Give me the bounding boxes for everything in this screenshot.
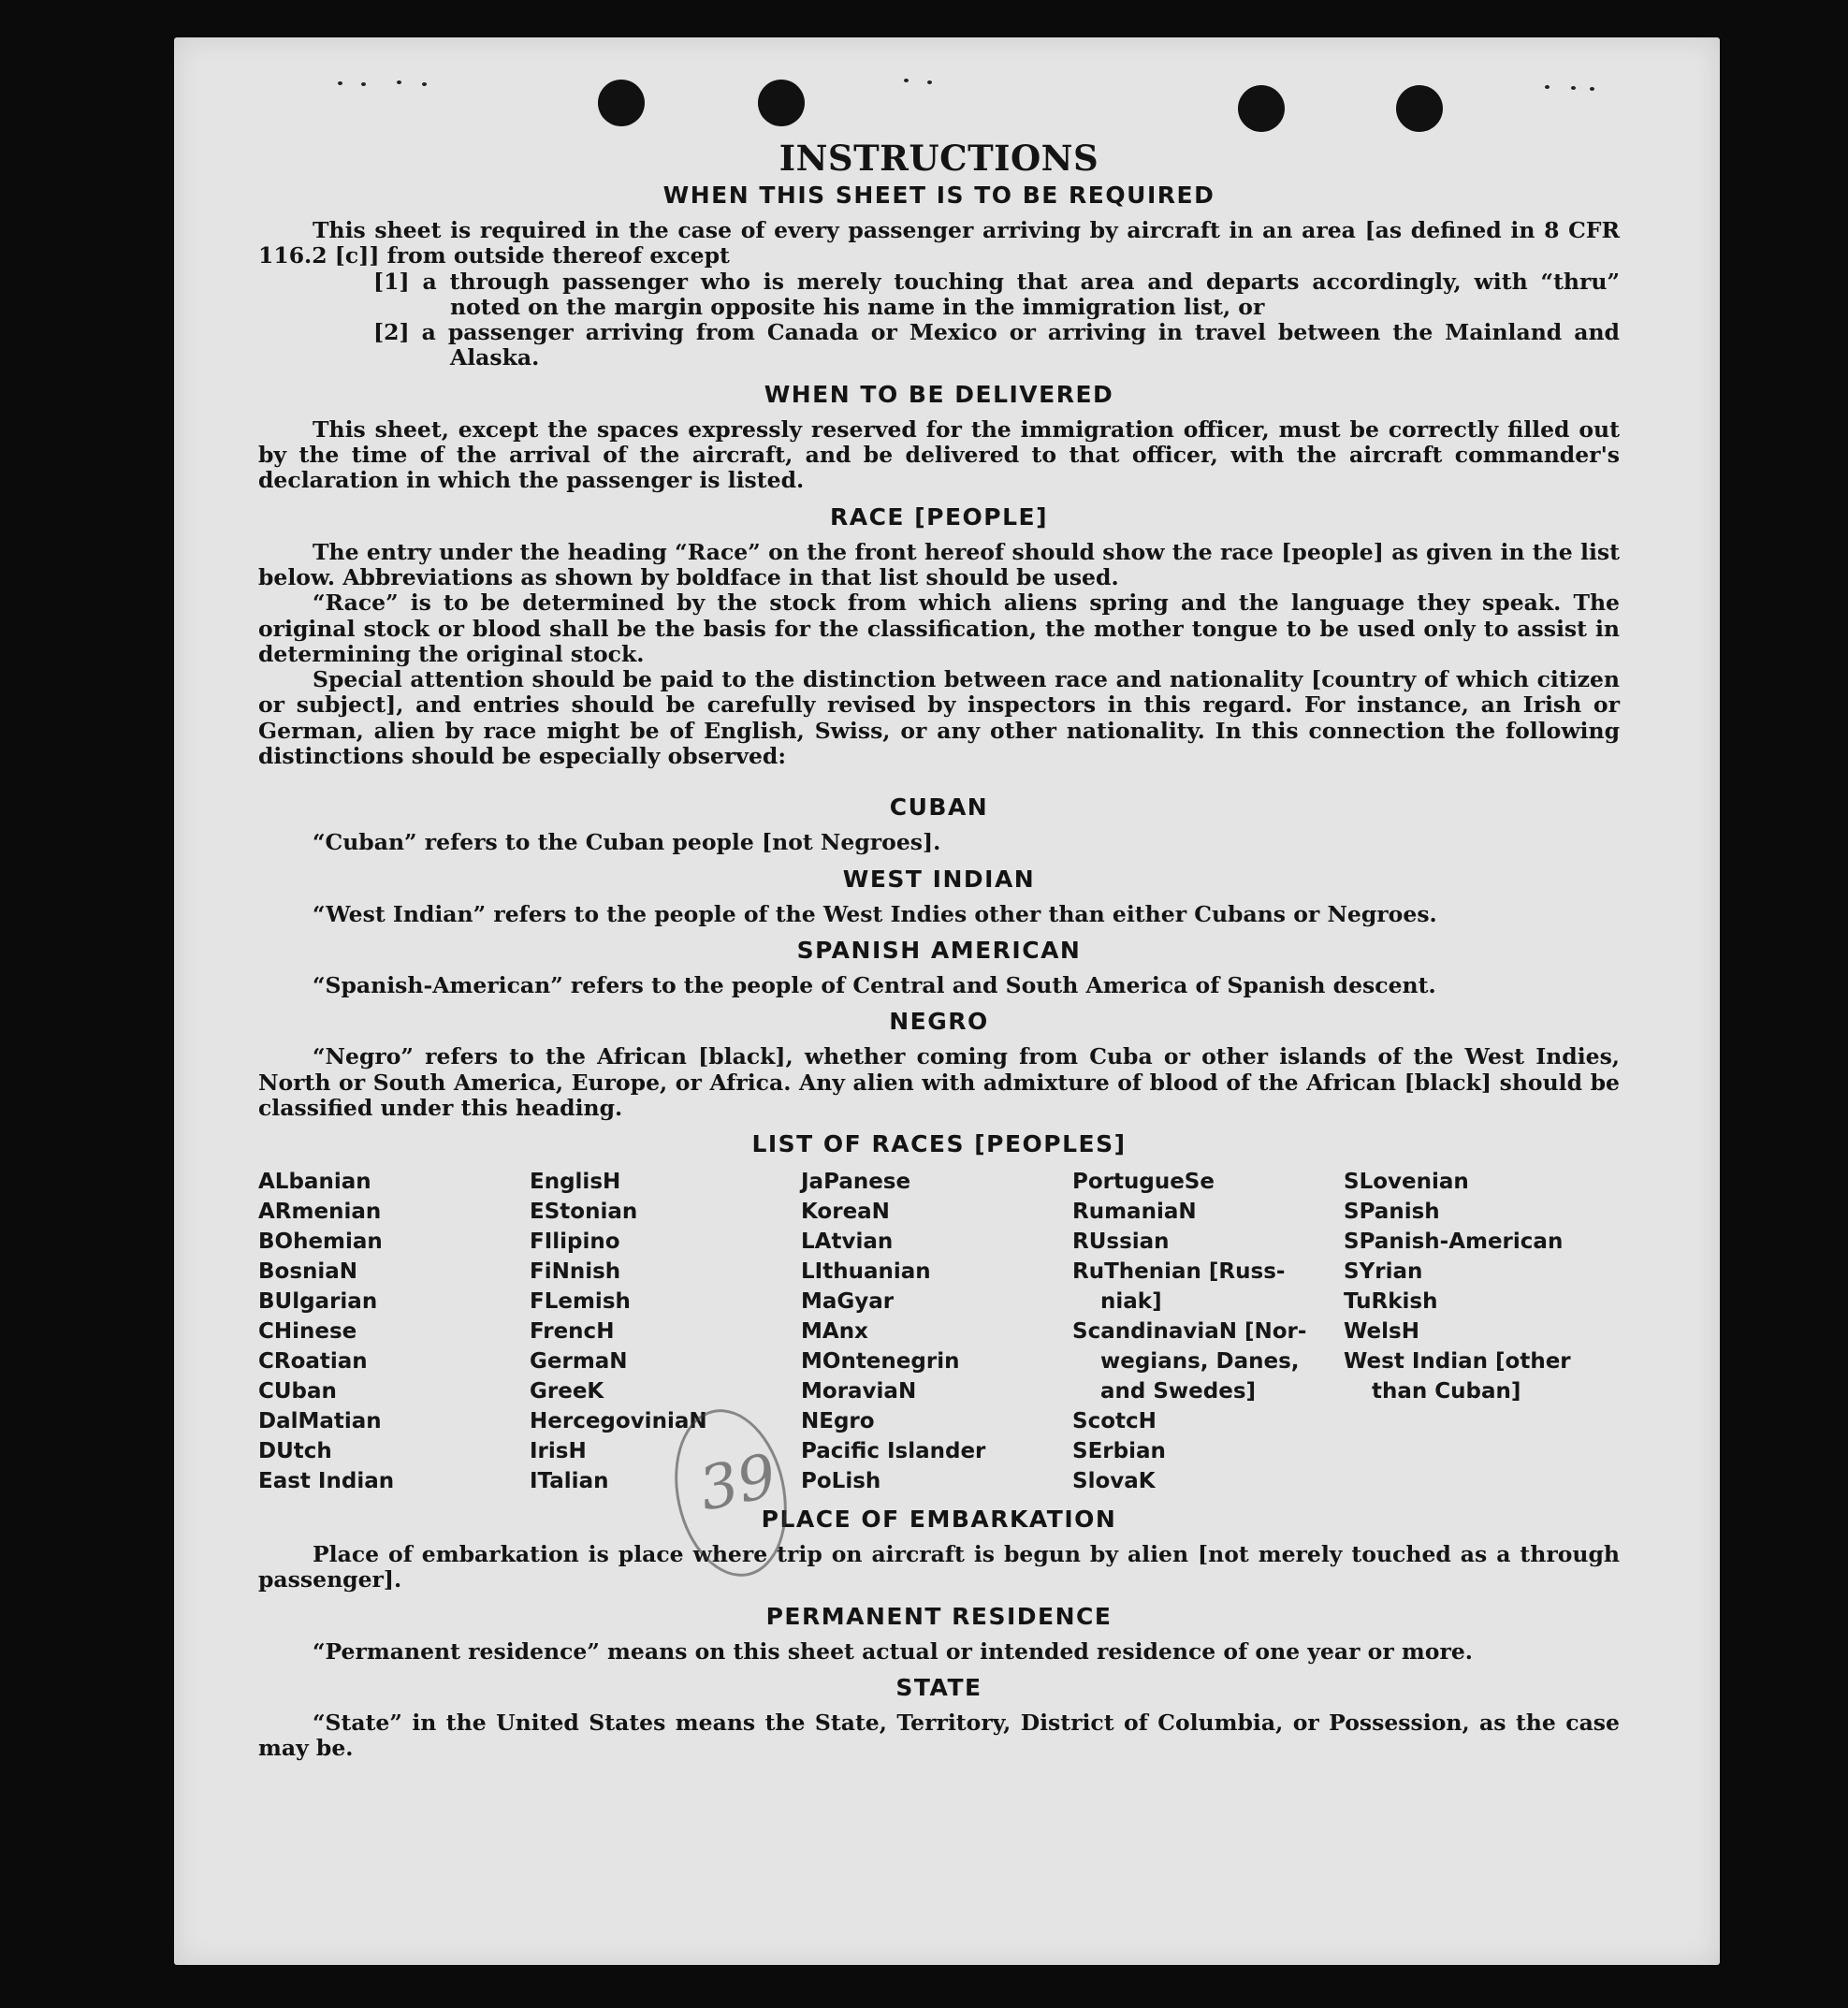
race-item: niak] (1100, 1289, 1162, 1315)
race-item: CUban (258, 1379, 337, 1404)
race-column-3 (801, 1167, 1072, 1496)
race-item: LAtvian (801, 1230, 894, 1255)
delivered-text: This sheet, except the spaces expressly reserved for the immigration officer, must be correctly filled out by the time of the arrival of the aircraft, and be delivered to that officer, with the aircraft commander's declaration in which the passenger is listed. (258, 415, 1620, 494)
race-item: IrisH (530, 1439, 587, 1464)
required-item-1: [1] a through passenger who is merely touching that area and departs accordingly, with “thru” noted on the margin opposite his name in the immigration list, or (373, 268, 1620, 320)
document-body (258, 138, 1620, 1762)
race-item: RUssian (1072, 1230, 1170, 1255)
heading-west-indian: WEST INDIAN (842, 865, 1036, 893)
race-item: ScandinaviaN [Nor- (1072, 1319, 1307, 1345)
race-item: SLovenian (1344, 1170, 1469, 1195)
race-item: CHinese (258, 1319, 357, 1345)
heading-race: RACE [PEOPLE] (829, 502, 1049, 531)
heading-embarkation: PLACE OF EMBARKATION (761, 1506, 1117, 1534)
speck (338, 81, 342, 85)
race-item: MoraviaN (801, 1379, 917, 1404)
heading-when-delivered: WHEN TO BE DELIVERED (764, 380, 1114, 408)
residence-text: “Permanent residence” means on this sheet actual or intended residence of one year or more. (313, 1637, 1473, 1665)
document-sheet (174, 37, 1720, 1965)
speck (927, 80, 932, 84)
speck (904, 79, 909, 82)
race-item: SPanish (1344, 1200, 1440, 1225)
race-list (258, 1167, 1620, 1496)
race-item: LIthuanian (801, 1259, 931, 1285)
race-item: JaPanese (801, 1170, 911, 1195)
race-item: SPanish-American (1344, 1230, 1564, 1255)
race-item: MaGyar (801, 1289, 895, 1315)
race-item: WelsH (1344, 1319, 1419, 1345)
race-item: FiNnish (530, 1259, 621, 1285)
punch-hole (1396, 85, 1443, 132)
race-item: ALbanian (258, 1170, 371, 1195)
page-title: INSTRUCTIONS (778, 138, 1099, 179)
west-indian-text: “West Indian” refers to the people of the West Indies other than either Cubans or Negroes. (313, 900, 1437, 927)
race-item: EStonian (530, 1200, 638, 1225)
required-intro: This sheet is required in the case of every passenger arriving by aircraft in an area [as defined in 8 CFR 116.2 [c]] from outside thereof except (258, 217, 1620, 269)
heading-spanish-american: SPANISH AMERICAN (796, 936, 1082, 964)
handwritten-number: 39 (693, 1441, 783, 1525)
race-item: East Indian (258, 1469, 395, 1494)
race-item: RumaniaN (1072, 1200, 1197, 1225)
heading-permanent-residence: PERMANENT RESIDENCE (765, 1602, 1113, 1630)
heading-cuban: CUBAN (889, 793, 989, 822)
required-item-2: [2] a passenger arriving from Canada or Mexico or arriving in travel between the Mainland and Alaska. (373, 319, 1620, 371)
heading-when-required: WHEN THIS SHEET IS TO BE REQUIRED (662, 182, 1215, 209)
race-item: and Swedes] (1100, 1379, 1257, 1404)
speck (361, 82, 366, 86)
race-item: DUtch (258, 1439, 332, 1464)
race-item: MOntenegrin (801, 1349, 960, 1375)
race-item: NEgro (801, 1409, 875, 1434)
race-paragraph-1: The entry under the heading “Race” on the front hereof should show the race [people] as given in the list below. Abbreviations as shown by boldface in that list should be used. (258, 538, 1620, 590)
race-column-1 (258, 1167, 530, 1496)
race-item: FIlipino (530, 1230, 620, 1255)
race-item: ITalian (530, 1469, 609, 1494)
heading-state: STATE (895, 1674, 982, 1702)
race-paragraph-3: Special attention should be paid to the distinction between race and nationality [country of which citizen or subject], and entries should be carefully revised by inspectors in this regard. For instance, an Irish or German, alien by race might be of English, Swiss, or any other nationality. In this connection the following distinctions should be especially observed: (258, 666, 1620, 770)
speck (397, 80, 401, 84)
state-text: “State” in the United States means the State, Territory, District of Columbia, or Possession, as the case may be. (258, 1710, 1620, 1762)
race-item: ScotcH (1072, 1409, 1157, 1434)
race-item: BUlgarian (258, 1289, 378, 1315)
race-item: RuThenian [Russ- (1072, 1259, 1286, 1285)
race-item: GermaN (530, 1349, 628, 1375)
race-item: TuRkish (1344, 1289, 1438, 1315)
punch-hole (758, 80, 805, 126)
punch-hole (598, 80, 645, 126)
race-item: BosniaN (258, 1259, 358, 1285)
race-item: FLemish (530, 1289, 631, 1315)
race-item: SErbian (1072, 1439, 1166, 1464)
race-item: FrencH (530, 1319, 615, 1345)
race-item: MAnx (801, 1319, 868, 1345)
spanish-american-text: “Spanish-American” refers to the people of Central and South America of Spanish descent. (313, 971, 1436, 998)
race-item: ARmenian (258, 1200, 382, 1225)
race-item: BOhemian (258, 1230, 383, 1255)
race-item: Pacific Islander (801, 1439, 986, 1464)
race-item: wegians, Danes, (1100, 1349, 1300, 1375)
speck (1571, 86, 1576, 90)
race-item: SlovaK (1072, 1469, 1156, 1494)
race-item: EnglisH (530, 1170, 621, 1195)
race-item: KoreaN (801, 1200, 890, 1225)
race-item: SYrian (1344, 1259, 1423, 1285)
heading-negro: NEGRO (889, 1008, 989, 1036)
speck (422, 82, 427, 86)
embarkation-text: Place of embarkation is place where trip on aircraft is begun by alien [not merely touched as a through passenger]. (258, 1541, 1620, 1593)
speck (1545, 85, 1550, 89)
negro-text: “Negro” refers to the African [black], whether coming from Cuba or other islands of the West Indies, North or South America, Europe, or Africa. Any alien with admixture of blood of the African [black] should be classified under this heading. (258, 1043, 1620, 1121)
punch-hole (1238, 85, 1285, 132)
race-column-4 (1072, 1167, 1344, 1496)
cuban-text: “Cuban” refers to the Cuban people [not Negroes]. (313, 829, 941, 856)
race-item: than Cuban] (1372, 1379, 1521, 1404)
race-item: PortugueSe (1072, 1170, 1215, 1195)
speck (1590, 87, 1594, 91)
race-item: CRoatian (258, 1349, 368, 1375)
race-column-5 (1344, 1167, 1615, 1496)
race-item: GreeK (530, 1379, 604, 1404)
heading-list-of-races: LIST OF RACES [PEOPLES] (751, 1130, 1127, 1158)
race-item: DalMatian (258, 1409, 382, 1434)
race-paragraph-2: “Race” is to be determined by the stock from which aliens spring and the language they speak. The original stock or blood shall be the basis for the classification, the mother tongue to be used only to assist in determining the original stock. (258, 589, 1620, 667)
race-item: PoLish (801, 1469, 881, 1494)
race-item: West Indian [other (1344, 1349, 1571, 1375)
race-item: HercegoviniaN (530, 1409, 707, 1434)
